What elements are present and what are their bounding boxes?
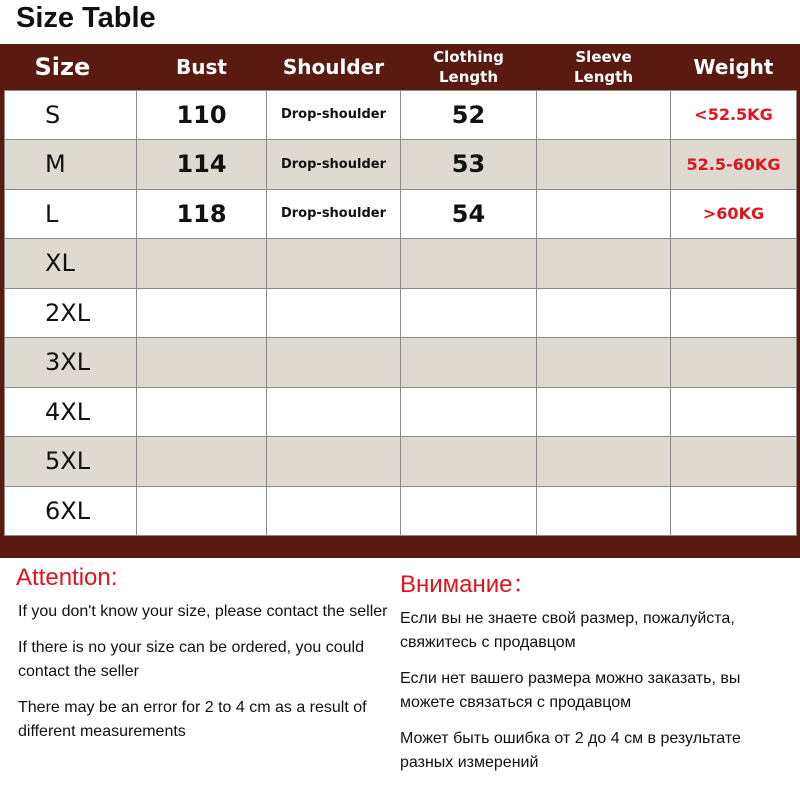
cell-sleeve bbox=[537, 486, 671, 536]
header-sleeve-length bbox=[537, 44, 671, 90]
cell-length bbox=[401, 387, 537, 437]
header-shoulder: Shoulder bbox=[282, 54, 385, 79]
cell-shoulder bbox=[267, 288, 401, 338]
cell-sleeve bbox=[537, 288, 671, 338]
table-row bbox=[5, 90, 797, 140]
table-row bbox=[5, 189, 797, 239]
cell-shoulder: Drop-shoulder bbox=[267, 189, 401, 239]
cell-sleeve bbox=[537, 90, 671, 140]
note-ru: Если нет вашего размера можно заказать, вы можете связаться с продавцом bbox=[400, 670, 741, 711]
header-clothing-length bbox=[401, 44, 537, 90]
cell-sleeve bbox=[537, 338, 671, 388]
cell-bust bbox=[137, 288, 267, 338]
cell-size: M bbox=[5, 140, 137, 190]
cell-length: 52 bbox=[401, 90, 537, 140]
cell-shoulder bbox=[267, 338, 401, 388]
table-row bbox=[5, 387, 797, 437]
cell-weight bbox=[671, 437, 797, 487]
cell-size: 6XL bbox=[5, 486, 137, 536]
cell-size: L bbox=[5, 189, 137, 239]
cell-sleeve bbox=[537, 140, 671, 190]
cell-size: 5XL bbox=[5, 437, 137, 487]
cell-weight: >60KG bbox=[671, 189, 797, 239]
attention-section bbox=[0, 560, 800, 800]
table-row bbox=[5, 140, 797, 190]
cell-size: XL bbox=[5, 239, 137, 289]
cell-weight bbox=[671, 486, 797, 536]
attention-heading-en: Attention: bbox=[16, 564, 118, 591]
cell-length bbox=[401, 338, 537, 388]
size-table-frame bbox=[0, 44, 800, 558]
cell-length: 53 bbox=[401, 140, 537, 190]
table-row bbox=[5, 437, 797, 487]
cell-weight bbox=[671, 288, 797, 338]
table-row bbox=[5, 288, 797, 338]
header-weight: Weight bbox=[693, 54, 774, 79]
cell-shoulder: Drop-shoulder bbox=[267, 140, 401, 190]
header-clothing-length-line1: Clothing bbox=[433, 47, 504, 66]
note-ru: Может быть ошибка от 2 до 4 см в результате разных измерений bbox=[400, 730, 741, 771]
attention-russian bbox=[400, 560, 790, 787]
header-sleeve-length-line2: Length bbox=[574, 67, 633, 86]
cell-size: 4XL bbox=[5, 387, 137, 437]
header-sleeve-length-line1: Sleeve bbox=[575, 47, 632, 66]
header-bust: Bust bbox=[176, 54, 227, 79]
cell-sleeve bbox=[537, 437, 671, 487]
page-title: Size Table bbox=[16, 2, 156, 34]
note-en: There may be an error for 2 to 4 cm as a result of different measurements bbox=[18, 699, 367, 740]
cell-bust: 110 bbox=[137, 90, 267, 140]
cell-size: 3XL bbox=[5, 338, 137, 388]
cell-length: 54 bbox=[401, 189, 537, 239]
cell-weight bbox=[671, 239, 797, 289]
header-size: Size bbox=[34, 52, 91, 81]
cell-bust bbox=[137, 437, 267, 487]
attention-heading-ru: Внимание： bbox=[400, 571, 537, 598]
cell-weight: 52.5-60KG bbox=[671, 140, 797, 190]
table-row bbox=[5, 338, 797, 388]
cell-bust: 118 bbox=[137, 189, 267, 239]
table-row bbox=[5, 486, 797, 536]
cell-size: S bbox=[5, 90, 137, 140]
cell-shoulder bbox=[267, 437, 401, 487]
cell-bust bbox=[137, 387, 267, 437]
cell-bust bbox=[137, 486, 267, 536]
cell-bust bbox=[137, 338, 267, 388]
note-ru: Если вы не знаете свой размер, пожалуйста, свяжитесь с продавцом bbox=[400, 610, 735, 651]
cell-shoulder bbox=[267, 486, 401, 536]
cell-weight bbox=[671, 387, 797, 437]
size-table bbox=[4, 44, 797, 536]
cell-size: 2XL bbox=[5, 288, 137, 338]
cell-shoulder bbox=[267, 387, 401, 437]
cell-weight: <52.5KG bbox=[671, 90, 797, 140]
header-clothing-length-line2: Length bbox=[439, 67, 498, 86]
table-row bbox=[5, 239, 797, 289]
cell-length bbox=[401, 239, 537, 289]
table-header-row bbox=[5, 44, 797, 90]
cell-weight bbox=[671, 338, 797, 388]
attention-english bbox=[18, 560, 388, 756]
cell-shoulder bbox=[267, 239, 401, 289]
cell-sleeve bbox=[537, 189, 671, 239]
note-en: If you don't know your size, please contact the seller bbox=[18, 603, 388, 620]
cell-sleeve bbox=[537, 387, 671, 437]
cell-shoulder: Drop-shoulder bbox=[267, 90, 401, 140]
cell-length bbox=[401, 288, 537, 338]
note-en: If there is no your size can be ordered, you could contact the seller bbox=[18, 639, 364, 680]
cell-bust bbox=[137, 239, 267, 289]
cell-sleeve bbox=[537, 239, 671, 289]
cell-length bbox=[401, 486, 537, 536]
cell-bust: 114 bbox=[137, 140, 267, 190]
cell-length bbox=[401, 437, 537, 487]
